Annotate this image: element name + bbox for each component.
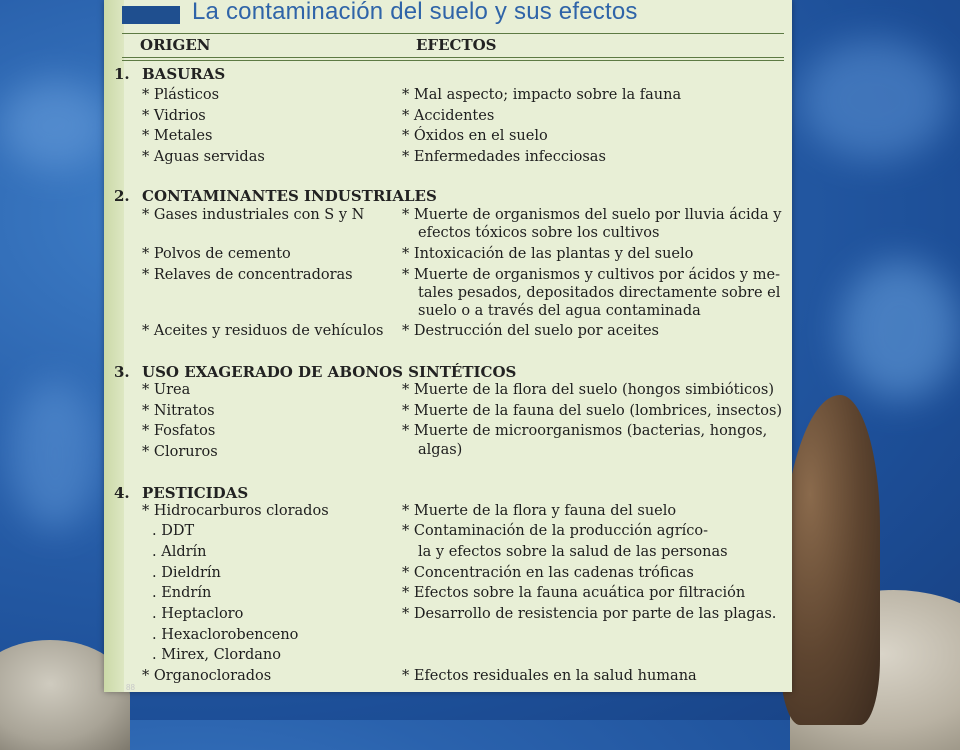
- header-rule-2: [122, 60, 784, 61]
- origin-item: . Heptacloro: [152, 606, 244, 622]
- origin-item: * Vidrios: [142, 108, 206, 124]
- background-animal: [780, 395, 880, 725]
- effect-item: suelo o a través del agua contaminada: [418, 303, 701, 319]
- section-number: 1.: [114, 65, 130, 83]
- origin-item: . Hexaclorobenceno: [152, 627, 299, 643]
- sheet-left-edge: [104, 0, 124, 692]
- document-sheet: [104, 0, 792, 692]
- section-title: USO EXAGERADO DE ABONOS SINTÉTICOS: [142, 363, 517, 381]
- effect-item: * Efectos sobre la fauna acuática por filtración: [402, 585, 746, 601]
- background-blob: [10, 380, 100, 530]
- origin-item: . Mirex, Clordano: [152, 647, 281, 663]
- effect-item: * Muerte de la flora y fauna del suelo: [402, 503, 677, 519]
- origin-item: . Endrín: [152, 585, 212, 601]
- effect-item: * Óxidos en el suelo: [402, 128, 548, 144]
- section-number: 2.: [114, 187, 130, 205]
- origin-item: * Plásticos: [142, 87, 220, 103]
- section-title: CONTAMINANTES INDUSTRIALES: [142, 187, 437, 205]
- background-blob: [0, 80, 110, 170]
- effect-item: * Accidentes: [402, 108, 495, 124]
- origin-item: * Urea: [142, 382, 191, 398]
- effect-item: la y efectos sobre la salud de las personas: [418, 544, 728, 560]
- origin-item: * Relaves de concentradoras: [142, 267, 353, 283]
- background-blob: [840, 260, 960, 400]
- effect-item: * Destrucción del suelo por aceites: [402, 323, 659, 339]
- effect-item: * Mal aspecto; impacto sobre la fauna: [402, 87, 682, 103]
- header-origin: ORIGEN: [140, 36, 211, 54]
- title-color-bar: [122, 6, 180, 24]
- effect-item: tales pesados, depositados directamente sobre el: [418, 285, 781, 301]
- effect-item: * Muerte de microorganismos (bacterias, hongos,: [402, 423, 768, 439]
- origin-item: * Metales: [142, 128, 213, 144]
- effect-item: efectos tóxicos sobre los cultivos: [418, 225, 660, 241]
- origin-item: * Polvos de cemento: [142, 246, 291, 262]
- header-rule: [122, 57, 784, 58]
- effect-item: * Efectos residuales en la salud humana: [402, 668, 697, 684]
- section-title: BASURAS: [142, 65, 226, 83]
- origin-item: * Aceites y residuos de vehículos: [142, 323, 384, 339]
- title-rule: [122, 33, 784, 34]
- document-title: La contaminación del suelo y sus efectos: [192, 0, 638, 25]
- effect-item: algas): [418, 442, 463, 458]
- effect-item: * Muerte de la flora del suelo (hongos simbióticos): [402, 382, 774, 398]
- origin-item: * Aguas servidas: [142, 149, 265, 165]
- origin-item: . Aldrín: [152, 544, 207, 560]
- background-blob: [800, 40, 950, 160]
- origin-item: * Organoclorados: [142, 668, 272, 684]
- origin-item: * Nitratos: [142, 403, 215, 419]
- header-effects: EFECTOS: [416, 36, 497, 54]
- effect-item: * Intoxicación de las plantas y del suelo: [402, 246, 694, 262]
- origin-item: * Fosfatos: [142, 423, 216, 439]
- effect-item: * Concentración en las cadenas tróficas: [402, 565, 694, 581]
- effect-item: * Muerte de organismos del suelo por lluvia ácida y: [402, 207, 782, 223]
- origin-item: . Dieldrín: [152, 565, 221, 581]
- origin-item: * Gases industriales con S y N: [142, 207, 365, 223]
- effect-item: * Enfermedades infecciosas: [402, 149, 606, 165]
- effect-item: * Contaminación de la producción agríco-: [402, 523, 709, 539]
- origin-item: * Hidrocarburos clorados: [142, 503, 329, 519]
- section-number: 3.: [114, 363, 130, 381]
- effect-item: * Muerte de la fauna del suelo (lombrices, insectos): [402, 403, 783, 419]
- origin-item: * Cloruros: [142, 444, 218, 460]
- section-number: 4.: [114, 484, 130, 502]
- effect-item: * Desarrollo de resistencia por parte de las plagas.: [402, 606, 777, 622]
- page-number: 88: [126, 683, 135, 692]
- section-title: PESTICIDAS: [142, 484, 249, 502]
- effect-item: * Muerte de organismos y cultivos por ácidos y me-: [402, 267, 780, 283]
- origin-item: . DDT: [152, 523, 195, 539]
